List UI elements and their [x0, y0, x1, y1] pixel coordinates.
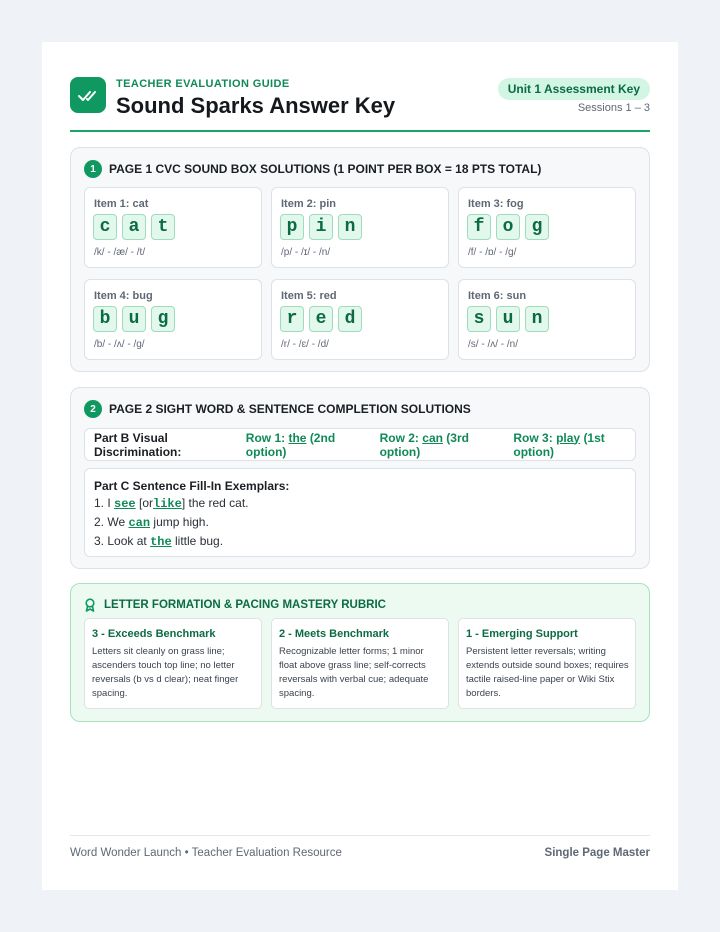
part-b-card: [84, 428, 636, 461]
sound-box: o: [496, 214, 520, 240]
rubric-level-description: Recognizable letter forms; 1 minor float above grass line; self-corrects reversals with verbal cue; adequate spacing.: [279, 646, 429, 699]
row-answer-word: can: [422, 430, 443, 445]
part-c-title: Part C Sentence Fill-In Exemplars:: [94, 479, 290, 493]
rubric-level-card: [84, 618, 262, 709]
sound-boxes: [467, 214, 549, 240]
row-answer: [513, 431, 635, 459]
row-answer-word: play: [556, 430, 581, 445]
sessions-label: Sessions 1 – 3: [577, 102, 650, 114]
sound-box: r: [280, 306, 304, 332]
sound-box: i: [309, 214, 333, 240]
section-header: [84, 400, 471, 418]
answer-word: see: [114, 497, 136, 511]
sound-box: b: [93, 306, 117, 332]
cvc-item-card: [84, 279, 262, 360]
sound-box: t: [151, 214, 175, 240]
section-number-badge: 2: [84, 400, 102, 418]
item-label: Item 6: sun: [468, 290, 527, 302]
row-answer: [246, 431, 366, 459]
rubric-level-description: Letters sit cleanly on grass line; ascenders touch top line; no letter reversals (b vs d clear); neat finger spacing.: [92, 646, 239, 699]
cvc-item-card: [458, 187, 636, 268]
section-number-badge: 1: [84, 160, 102, 178]
rubric-level-card: [271, 618, 449, 709]
rubric-level-name: 1 - Emerging Support: [466, 628, 578, 640]
item-label: Item 5: red: [281, 290, 337, 302]
line-text: little bug.: [175, 534, 224, 548]
sound-boxes: [280, 306, 362, 332]
sound-box: g: [151, 306, 175, 332]
rubric-level-description: Persistent letter reversals; writing extends outside sound boxes; requires tactile raised-line paper or Wiki Stix borders.: [466, 646, 629, 699]
line-text: ] the red cat.: [181, 496, 249, 510]
footer-divider: [70, 835, 650, 836]
sound-box: u: [496, 306, 520, 332]
sound-box: a: [122, 214, 146, 240]
footer-page-type: Single Page Master: [544, 847, 650, 859]
sound-box: s: [467, 306, 491, 332]
ribbon-award-icon: [84, 598, 96, 612]
item-label: Item 1: cat: [94, 198, 149, 210]
unit-badge: Unit 1 Assessment Key: [498, 78, 650, 100]
cvc-item-card: [271, 187, 449, 268]
footer-resource-name: Word Wonder Launch • Teacher Evaluation Resource: [70, 847, 342, 859]
double-check-icon: [70, 77, 106, 113]
phoneme-breakdown: /r/ - /ɛ/ - /d/: [281, 339, 329, 350]
phoneme-breakdown: /f/ - /ɒ/ - /g/: [468, 247, 517, 258]
mastery-rubric-section: [70, 583, 650, 722]
sight-word-section: [70, 387, 650, 569]
cvc-item-card: [271, 279, 449, 360]
phoneme-breakdown: /p/ - /ɪ/ - /n/: [281, 247, 331, 258]
answer-word: can: [128, 516, 151, 530]
item-label: Item 2: pin: [281, 198, 337, 210]
part-b-label: Part B Visual Discrimination:: [94, 430, 182, 459]
row-suffix: (3rd option): [379, 430, 469, 459]
line-text: 3. Look at: [94, 534, 147, 548]
header-divider: [70, 130, 650, 132]
sound-box: n: [525, 306, 549, 332]
item-label: Item 3: fog: [468, 198, 524, 210]
sound-box: f: [467, 214, 491, 240]
section-header: [84, 160, 541, 178]
row-suffix: (2nd option): [245, 430, 336, 459]
item-label: Item 4: bug: [94, 290, 153, 302]
rubric-title: LETTER FORMATION & PACING MASTERY RUBRIC: [104, 599, 386, 611]
sound-boxes: [280, 214, 362, 240]
sound-box: c: [93, 214, 117, 240]
exemplar-line: [94, 534, 223, 549]
guide-eyebrow: TEACHER EVALUATION GUIDE: [116, 78, 290, 90]
page-title: Sound Sparks Answer Key: [116, 93, 396, 118]
rubric-level-name: 2 - Meets Benchmark: [279, 628, 390, 640]
phoneme-breakdown: /k/ - /æ/ - /t/: [94, 247, 146, 258]
section-title: PAGE 2 SIGHT WORD & SENTENCE COMPLETION SOLUTIONS: [109, 402, 471, 416]
part-c-card: [84, 468, 636, 557]
exemplar-line: [94, 496, 249, 511]
sound-boxes: [93, 306, 175, 332]
sound-boxes: [93, 214, 175, 240]
rubric-header: [84, 596, 386, 614]
row-answer: [380, 431, 500, 459]
line-text: 1. I: [94, 496, 111, 510]
row-prefix: Row 3:: [513, 430, 553, 445]
sound-box: g: [525, 214, 549, 240]
sound-box: e: [309, 306, 333, 332]
line-text: jump high.: [153, 515, 209, 529]
answer-word: the: [150, 535, 172, 549]
row-prefix: Row 2:: [379, 430, 419, 445]
row-suffix: (1st option): [513, 430, 605, 459]
sound-boxes: [467, 306, 549, 332]
line-text: 2. We: [94, 515, 126, 529]
sound-box: p: [280, 214, 304, 240]
cvc-item-card: [458, 279, 636, 360]
sound-box: n: [338, 214, 362, 240]
phoneme-breakdown: /s/ - /ʌ/ - /n/: [468, 339, 519, 350]
section-title: PAGE 1 CVC SOUND BOX SOLUTIONS (1 POINT PER BOX = 18 PTS TOTAL): [109, 162, 542, 176]
rubric-level-card: [458, 618, 636, 709]
row-answer-word: the: [288, 430, 307, 445]
sound-box: d: [338, 306, 362, 332]
answer-word: like: [153, 497, 182, 511]
line-text: [or: [138, 496, 153, 510]
exemplar-line: [94, 515, 209, 530]
sound-box: u: [122, 306, 146, 332]
answer-key-page: [42, 42, 678, 890]
rubric-level-name: 3 - Exceeds Benchmark: [92, 628, 216, 640]
page-header: [70, 77, 650, 131]
cvc-solutions-section: [70, 147, 650, 372]
phoneme-breakdown: /b/ - /ʌ/ - /g/: [94, 339, 145, 350]
row-prefix: Row 1:: [245, 430, 286, 445]
cvc-item-card: [84, 187, 262, 268]
